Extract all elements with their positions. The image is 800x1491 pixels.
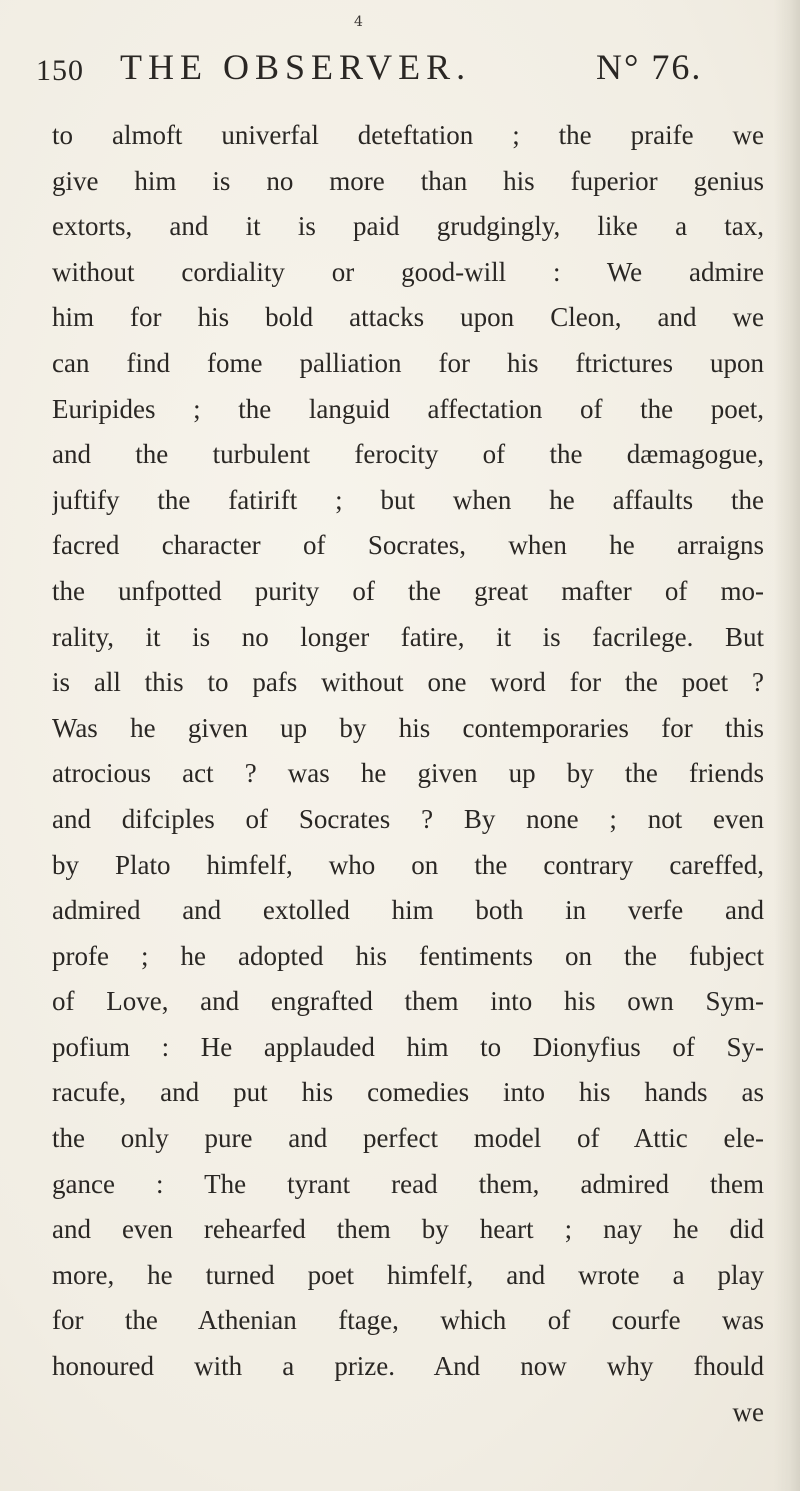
text-line: of Love, and engrafted them into his own Sym- xyxy=(52,986,764,1017)
text-line: atrocious act ? was he given up by the friends xyxy=(52,758,764,789)
text-line: without cordiality or good-will : We admire xyxy=(52,256,764,287)
text-line: juftify the fatirift ; but when he affaults the xyxy=(52,484,764,515)
issue-number: N° 76. xyxy=(596,47,703,87)
text-line: and even rehearfed them by heart ; nay he did xyxy=(52,1214,764,1245)
catchword: we xyxy=(732,1396,764,1427)
text-line: facred character of Socrates, when he arraigns xyxy=(52,530,764,561)
text-line: him for his bold attacks upon Cleon, and we xyxy=(52,302,764,333)
running-title: THE OBSERVER. xyxy=(120,47,472,87)
text-line: and difciples of Socrates ? By none ; not even xyxy=(52,803,764,834)
text-line: admired and extolled him both in verfe and xyxy=(52,895,764,926)
page-header xyxy=(36,44,776,100)
text-line: Euripides ; the languid affectation of the poet, xyxy=(52,393,764,424)
text-line: pofium : He applauded him to Dionyfius of Sy- xyxy=(52,1031,764,1062)
page-number: 150 xyxy=(36,54,84,87)
text-line: and the turbulent ferocity of the dæmagogue, xyxy=(52,439,764,470)
text-line: give him is no more than his fuperior genius xyxy=(52,165,764,196)
text-line: can find fome palliation for his ftrictures upon xyxy=(52,347,764,378)
text-line: Was he given up by his contemporaries for this xyxy=(52,712,764,743)
text-line: honoured with a prize. And now why fhould xyxy=(52,1351,764,1382)
text-line: is all this to pafs without one word for the poet ? xyxy=(52,667,764,698)
text-line: for the Athenian ftage, which of courfe was xyxy=(52,1305,764,1336)
text-line: by Plato himfelf, who on the contrary careffed, xyxy=(52,849,764,880)
page-edge-shadow xyxy=(774,0,800,1491)
text-line: to almoft univerfal deteftation ; the praife we xyxy=(52,120,764,150)
text-line: the unfpotted purity of the great mafter of mo- xyxy=(52,575,764,606)
text-line: the only pure and perfect model of Attic ele- xyxy=(52,1123,764,1154)
text-line: rality, it is no longer fatire, it is facrilege. But xyxy=(52,621,764,652)
body-text xyxy=(52,113,772,1435)
signature-mark: 4 xyxy=(354,14,363,30)
text-line: profe ; he adopted his fentiments on the fubject xyxy=(52,940,764,971)
text-line: racufe, and put his comedies into his hands as xyxy=(52,1077,764,1108)
text-line: gance : The tyrant read them, admired them xyxy=(52,1168,764,1199)
text-line: more, he turned poet himfelf, and wrote a play xyxy=(52,1259,764,1290)
text-line: extorts, and it is paid grudgingly, like a tax, xyxy=(52,211,764,242)
